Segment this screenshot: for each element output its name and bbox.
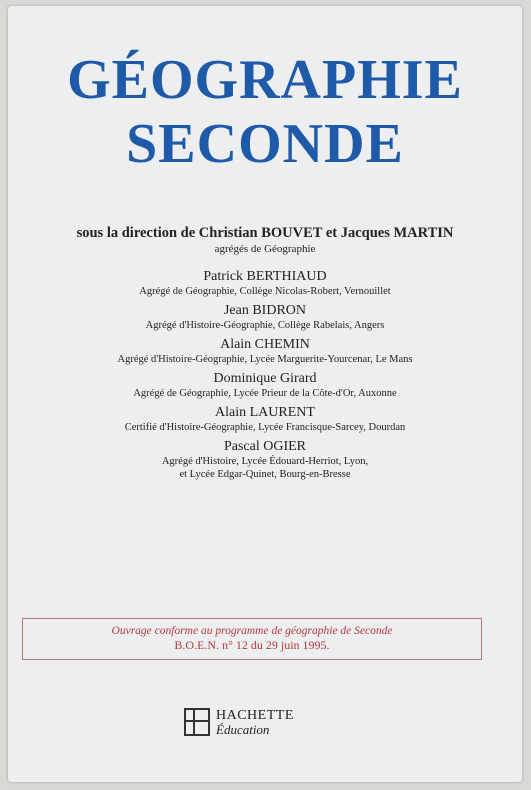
author-entry <box>8 268 522 298</box>
author-name: Alain LAURENT <box>215 405 315 420</box>
author-name: Alain CHEMIN <box>220 337 310 352</box>
author-entry <box>8 336 522 366</box>
title-line-2: SECONDE <box>126 113 404 175</box>
author-name: Patrick BERTHIAUD <box>203 269 327 284</box>
conformity-line-1: Ouvrage conforme au programme de géographie de Seconde <box>111 625 393 637</box>
author-affiliation: Certifié d'Histoire-Géographie, Lycée Francisque-Sarcey, Dourdan <box>124 422 406 433</box>
title-line-1: GÉOGRAPHIE <box>67 49 463 111</box>
direction-subtitle: agrégés de Géographie <box>214 243 316 255</box>
author-affiliation: Agrégé d'Histoire-Géographie, Collège Rabelais, Angers <box>145 320 385 331</box>
direction-line: sous la direction de Christian BOUVET et Jacques MARTIN <box>76 225 454 241</box>
hachette-logo-icon <box>184 708 210 736</box>
author-entry <box>8 438 522 481</box>
conformity-line-2: B.O.E.N. n° 12 du 29 juin 1995. <box>174 638 330 652</box>
author-affiliation: Agrégé de Géographie, Lycée Prieur de la Côte-d'Or, Auxonne <box>133 388 397 399</box>
conformity-box <box>22 618 482 660</box>
author-name: Jean BIDRON <box>223 303 307 318</box>
author-affiliation: Agrégé d'Histoire-Géographie, Lycée Marguerite-Yourcenar, Le Mans <box>117 354 413 365</box>
author-entry <box>8 302 522 332</box>
book-page <box>8 6 522 782</box>
author-name: Pascal OGIER <box>223 439 307 454</box>
author-affiliation-2: et Lycée Edgar-Quinet, Bourg-en-Bresse <box>179 469 351 480</box>
publisher-subtitle: Éducation <box>216 721 270 737</box>
author-name: Dominique Girard <box>213 371 317 386</box>
author-affiliation: Agrégé de Géographie, Collège Nicolas-Robert, Vernouillet <box>139 286 391 297</box>
author-affiliation: Agrégé d'Histoire, Lycée Édouard-Herriot, Lyon, <box>161 456 369 467</box>
authors-block <box>8 224 522 485</box>
author-entry <box>8 370 522 400</box>
author-entry <box>8 404 522 434</box>
publisher-name: HACHETTE <box>216 707 294 723</box>
publisher-block <box>184 706 294 738</box>
